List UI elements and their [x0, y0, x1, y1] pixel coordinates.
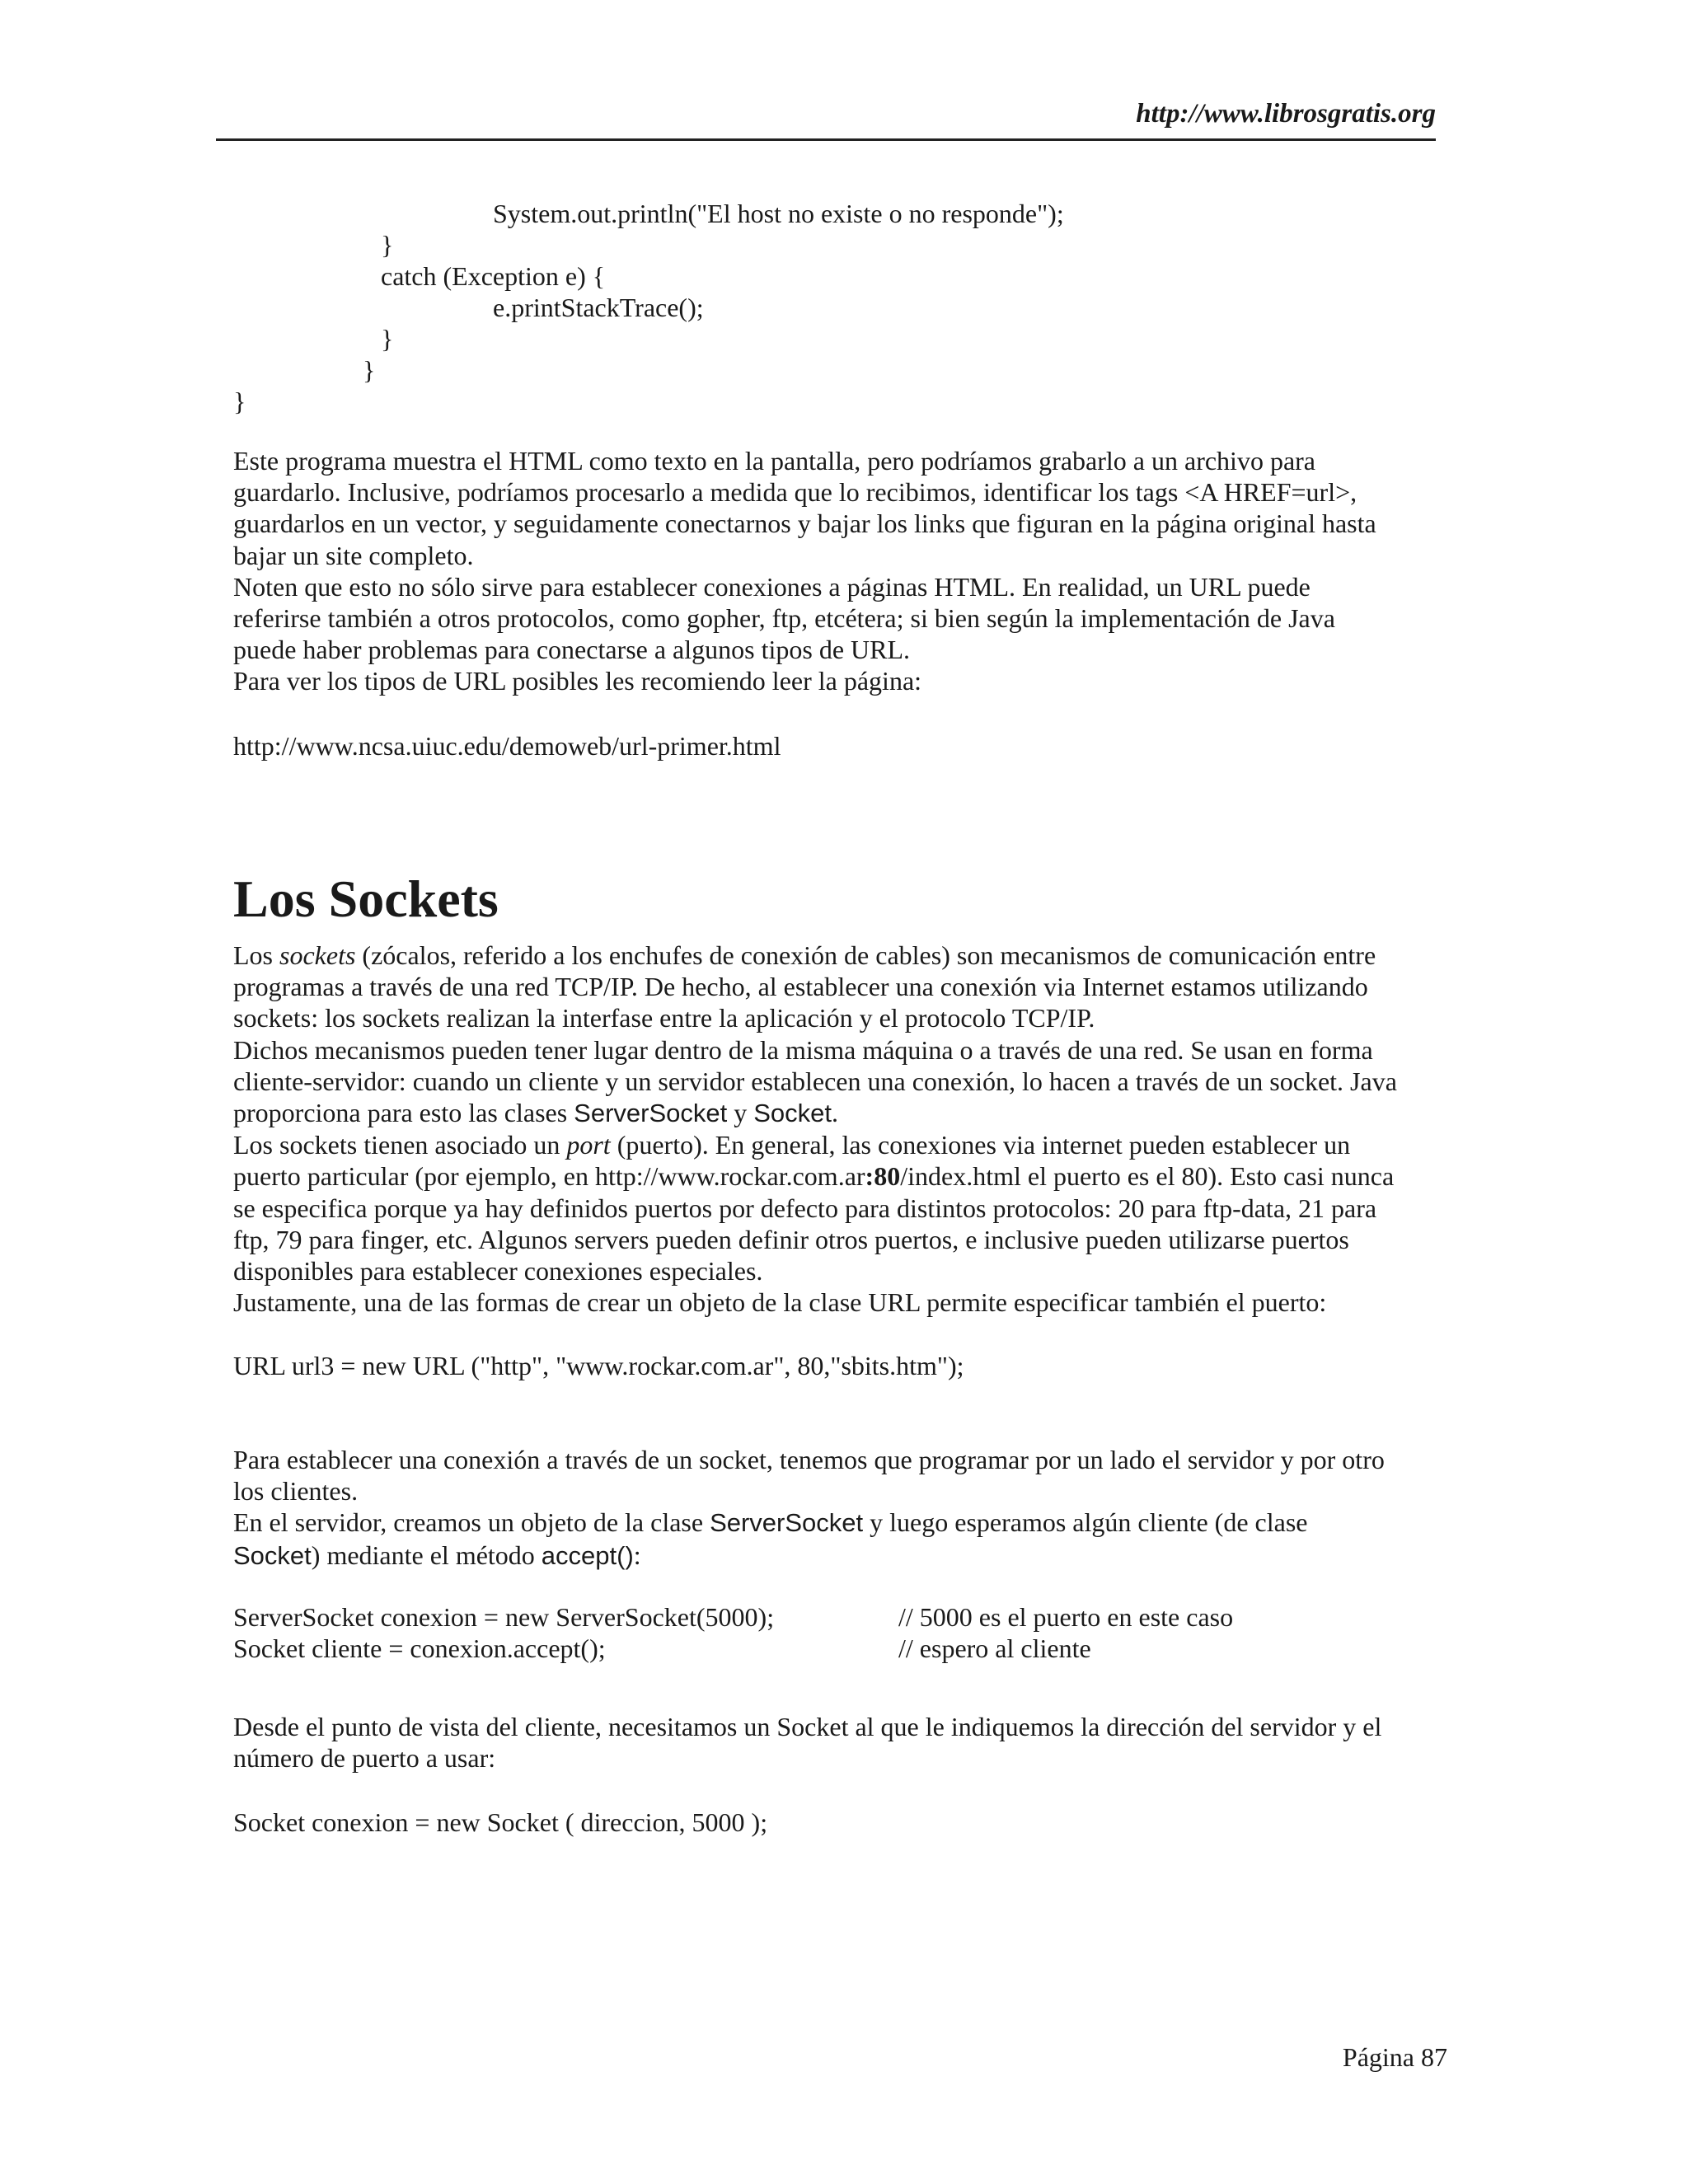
text-line: proporciona para esto las clases ServerSocket y Socket. [233, 1098, 839, 1128]
text-line: se especifica porque ya hay definidos puertos por defecto para distintos protocolos: 20 para ftp-data, 21 para [233, 1193, 1377, 1223]
text-line: Para establecer una conexión a través de un socket, tenemos que programar por un lado el servidor y por otro [233, 1445, 1385, 1474]
class-name: ServerSocket [574, 1099, 728, 1128]
text-line: puede haber problemas para conectarse a algunos tipos de URL. [233, 635, 911, 665]
page-header [216, 92, 1436, 141]
code-line: e.printStackTrace(); [493, 293, 704, 322]
text-line: Para ver los tipos de URL posibles les recomiendo leer la página: [233, 666, 922, 696]
header-url[interactable]: http://www.librosgratis.org [1136, 99, 1436, 129]
text-line: bajar un site completo. [233, 540, 474, 570]
text-line: guardarlos en un vector, y seguidamente conectarnos y bajar los links que figuran en la página original hasta [233, 509, 1376, 539]
text-line: sockets: los sockets realizan la interfase entre la aplicación y el protocolo TCP/IP. [233, 1003, 1095, 1033]
text-line: Socket) mediante el método accept(): [233, 1540, 641, 1570]
text-line: Dichos mecanismos pueden tener lugar dentro de la misma máquina o a través de una red. Se usan en forma [233, 1034, 1373, 1065]
class-name: Socket [233, 1540, 312, 1570]
method-name: accept() [541, 1540, 634, 1570]
text-line: Este programa muestra el HTML como texto en la pantalla, pero podríamos grabarlo a un archivo para [233, 446, 1315, 476]
paragraph-intro [233, 445, 1453, 697]
text-line: Los sockets (zócalos, referido a los enchufes de conexión de cables) son mecanismos de comunicación entre [233, 940, 1376, 970]
text-line: cliente-servidor: cuando un cliente y un servidor establecen una conexión, lo hacen a través de un socket. Java [233, 1066, 1397, 1096]
code-line: } [381, 324, 394, 354]
class-name: ServerSocket [710, 1508, 864, 1538]
text-line: ftp, 79 para finger, etc. Algunos servers pueden definir otros puertos, e inclusive pueden utilizarse puertos [233, 1224, 1349, 1254]
text-line: programas a través de una red TCP/IP. De hecho, al establecer una conexión via Internet estamos utilizando [233, 972, 1368, 1002]
port-number: :80 [865, 1161, 901, 1192]
text-line: Desde el punto de vista del cliente, necesitamos un Socket al que le indiquemos la dirección del servidor y el [233, 1712, 1382, 1741]
text-line: Justamente, una de las formas de crear un objeto de la clase URL permite especificar también el puerto: [233, 1287, 1327, 1318]
code-comment: // espero al cliente [898, 1633, 1091, 1663]
paragraph-sockets [233, 940, 1453, 1318]
code-line: System.out.println("El host no existe o no responde"); [493, 199, 1064, 228]
code-client: Socket conexion = new Socket ( direccion, 5000 ); [233, 1807, 768, 1837]
text-line: referirse también a otros protocolos, como gopher, ftp, etcétera; si bien según la implementación de Java [233, 603, 1335, 634]
text-line: Noten que esto no sólo sirve para establecer conexiones a páginas HTML. En realidad, un URL puede [233, 571, 1311, 602]
text-line: En el servidor, creamos un objeto de la clase ServerSocket y luego esperamos algún cliente (de clase [233, 1507, 1308, 1538]
text-line: número de puerto a usar: [233, 1743, 496, 1774]
code-line: } [233, 387, 246, 416]
term-sockets: sockets [279, 940, 356, 970]
paragraph-server [233, 1444, 1453, 1572]
text-line: guardarlo. Inclusive, podríamos procesarlo a medida que lo recibimos, identificar los tags <A HREF=url>, [233, 477, 1357, 508]
text-line: los clientes. [233, 1476, 359, 1507]
text-line: puerto particular (por ejemplo, en http://www.rockar.com.ar:80/index.html el puerto es el 80). Esto casi nunca [233, 1161, 1395, 1192]
class-name: Socket [753, 1099, 832, 1128]
text-line: Los sockets tienen asociado un port (puerto). En general, las conexiones via internet pueden establecer un [233, 1130, 1351, 1160]
code-line: catch (Exception e) { [381, 261, 606, 291]
code-line: ServerSocket conexion = new ServerSocket(5000); [233, 1602, 775, 1632]
paragraph-client [233, 1711, 1453, 1774]
code-comment: // 5000 es el puerto en este caso [898, 1602, 1234, 1632]
code-line: } [381, 230, 394, 260]
code-line: Socket cliente = conexion.accept(); [233, 1633, 606, 1663]
code-url3: URL url3 = new URL ("http", "www.rockar.com.ar", 80,"sbits.htm"); [233, 1351, 964, 1380]
code-line: } [363, 355, 376, 385]
page-number: Página 87 [1342, 2042, 1447, 2072]
reference-url[interactable]: http://www.ncsa.uiuc.edu/demoweb/url-primer.html [233, 731, 781, 761]
text-line: disponibles para establecer conexiones especiales. [233, 1256, 763, 1286]
section-heading: Los Sockets [233, 869, 499, 928]
term-port: port [566, 1130, 611, 1160]
